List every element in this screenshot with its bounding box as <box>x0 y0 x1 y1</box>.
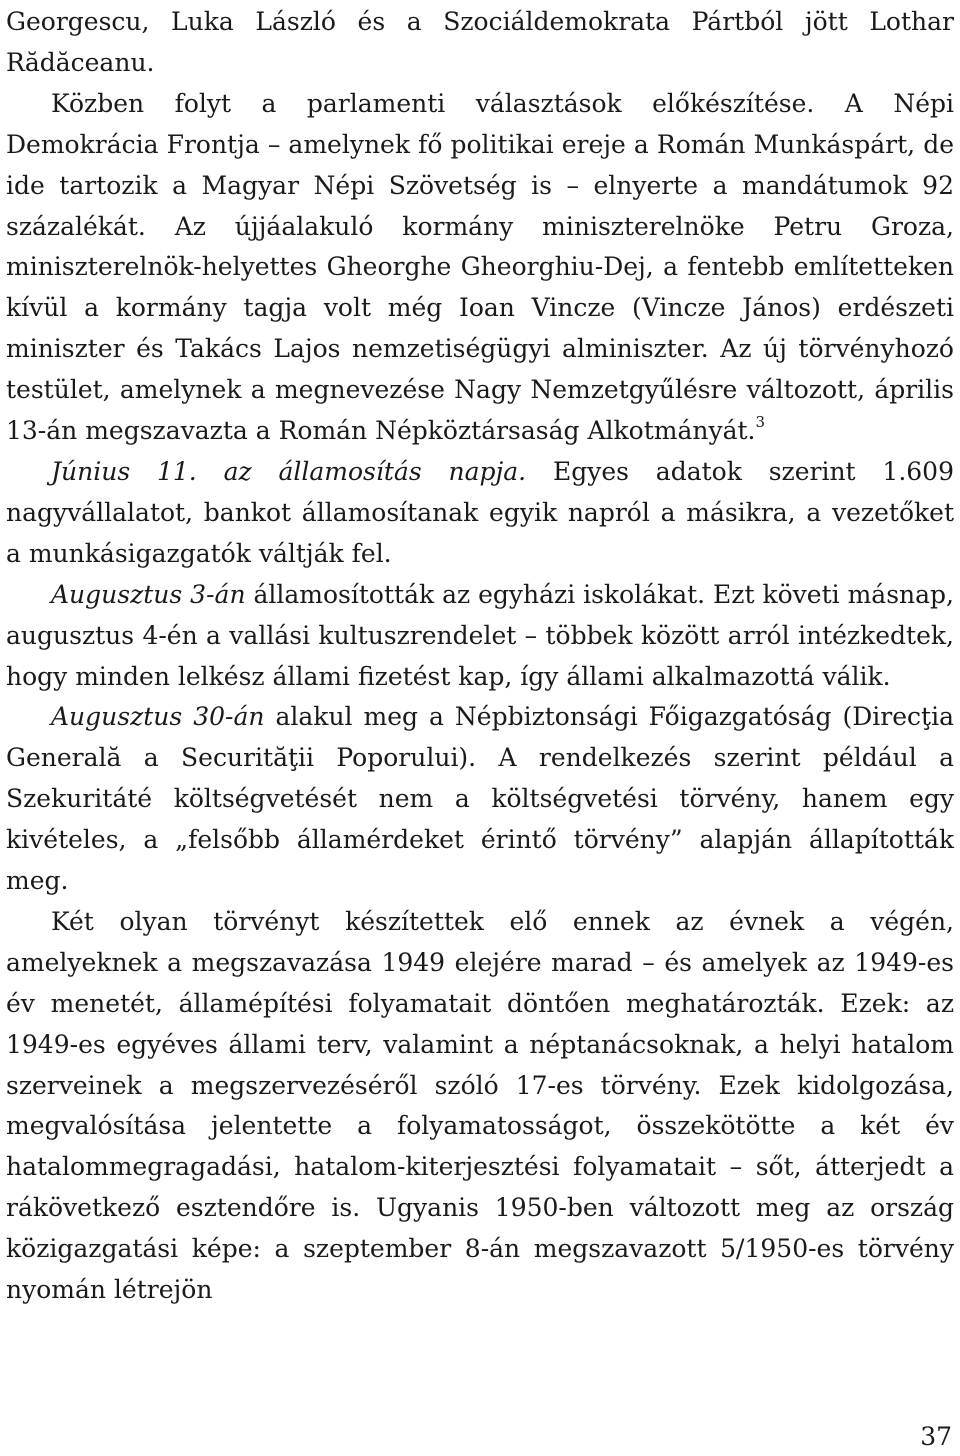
paragraph-text: Két olyan törvényt készítettek elő ennek az évnek a végén, amelyeknek a megszavazása 1949 elejére marad – és amelyek az 1949-es év menetét, államépítési folyamatait döntően meghatározták. Ezek: az 1949-es egyéves állami terv, valamint a néptanácsoknak, a helyi hatalom szerveinek a megszervezéséről szóló 17-es törvény. Ezek kidolgozása, megvalósítása jelentette a folyamatosságot, összekötötte a két év hatalommegragadási, hatalom-kiterjesztési folyamatait – sőt, átterjedt a rákövetkező esztendőre is. Ugyanis 1950-ben változott meg az ország közigazgatási képe: a szeptember 8-án megszavazott 5/1950-es törvény nyomán létrejön <box>6 906 954 1305</box>
paragraph <box>6 84 954 452</box>
paragraph-text: alakul meg a Népbiztonsági Főigazgatóság (Direcţia Generală a Securităţii Poporului). A rendelkezés szerint például a Szekuritáté költségvetését nem a költségvetési törvény, hanem egy kivételes, a „felsőbb államérdeket érintő törvény” alapján állapították meg. <box>6 702 954 896</box>
document-body <box>6 2 954 1311</box>
italic-date-lead: Augusztus 3-án <box>51 579 246 609</box>
page-number: 37 <box>920 1422 952 1451</box>
paragraph-text: államosították az egyházi iskolákat. Ezt követi másnap, augusztus 4-én a vallási kultuszrendelet – többek között arról intézkedtek, hogy minden lelkész állami fizetést kap, így állami alkalmazottá válik. <box>6 579 954 691</box>
paragraph <box>6 575 954 698</box>
italic-date-lead: Augusztus 30-án <box>51 702 265 732</box>
paragraph-text: Közben folyt a parlamenti választások előkészítése. A Népi Demokrácia Frontja – amelynek fő politikai ereje a Román Munkáspárt, de ide tartozik a Magyar Népi Szövetség is – elnyerte a mandátumok 92 százalékát. Az újjáalakuló kormány miniszterelnöke Petru Groza, miniszterelnök-helyettes Gheorghe Gheorghiu-Dej, a fentebb említetteken kívül a kormány tagja volt még Ioan Vincze (Vincze János) erdészeti miniszter és Takács Lajos nemzetiségügyi alminiszter. Az új törvényhozó testület, amelynek a megnevezése Nagy Nemzetgyűlésre változott, április 13-án megszavazta a Román Népköztársaság Alkotmányát. <box>6 88 954 446</box>
paragraph <box>6 902 954 1311</box>
paragraph <box>6 697 954 902</box>
footnote-reference: 3 <box>755 413 766 432</box>
paragraph <box>6 452 954 575</box>
italic-date-lead: Június 11. az államosítás napja. <box>51 456 527 486</box>
paragraph <box>6 2 954 84</box>
paragraph-text: Georgescu, Luka László és a Szociáldemokrata Pártból jött Lothar Rădăceanu. <box>6 7 954 77</box>
paragraph-text: Egyes adatok szerint 1.609 nagyvállalatot, bankot államosítanak egyik napról a másikra, a vezetőket a munkásigazgatók váltják fel. <box>6 456 954 568</box>
